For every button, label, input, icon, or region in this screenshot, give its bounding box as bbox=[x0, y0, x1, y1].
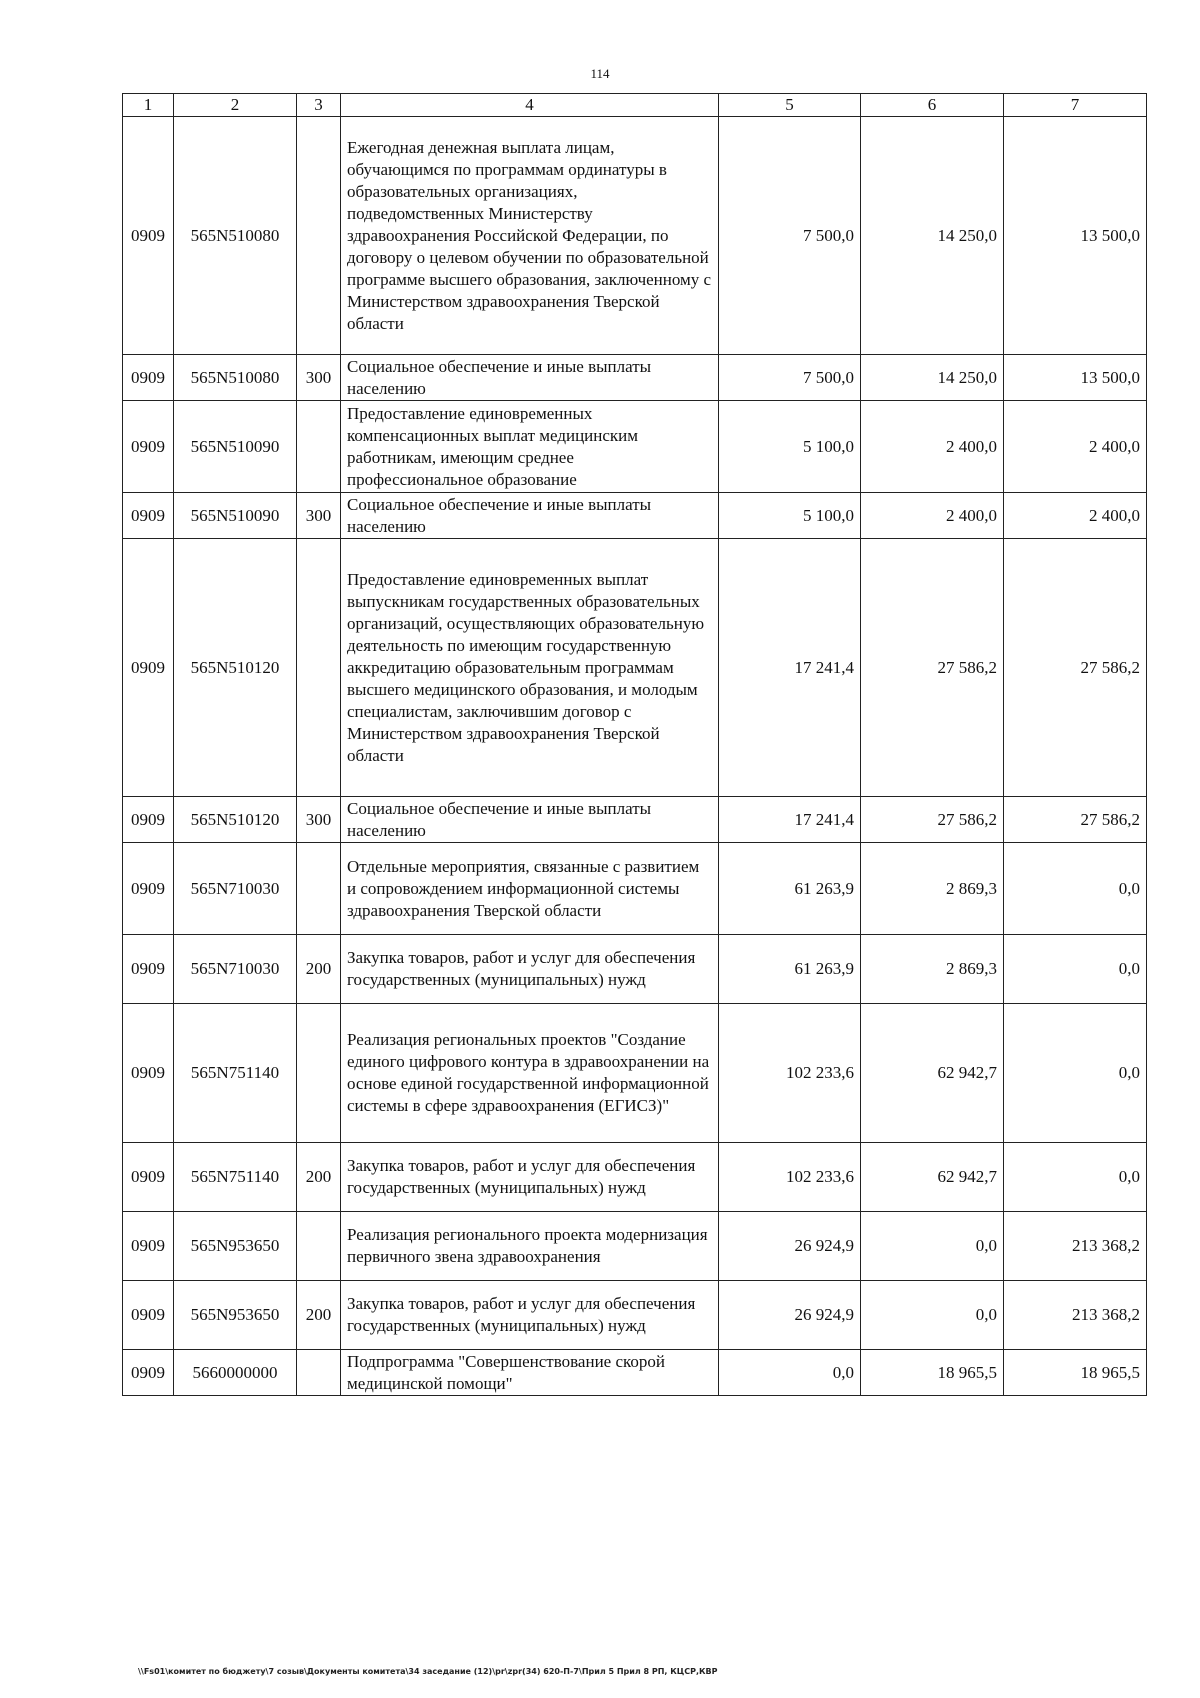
table-row bbox=[123, 493, 1147, 539]
value-cell-7: 18 965,5 bbox=[1004, 1350, 1147, 1396]
header-row bbox=[123, 94, 1147, 117]
value-cell-5: 5 100,0 bbox=[719, 401, 861, 493]
value-cell-7: 213 368,2 bbox=[1004, 1212, 1147, 1281]
name-cell: Ежегодная денежная выплата лицам, обучающимся по программам ординатуры в образовательных организациях, подведомственных Министерству здравоохранения Российской Федерации, по договору о целевом обучении по образовательной программе высшего образования, заключенному с Министерством здравоохранения Тверской области bbox=[341, 117, 719, 355]
target-code-cell: 565N510090 bbox=[174, 493, 297, 539]
value-cell-5: 61 263,9 bbox=[719, 935, 861, 1004]
section-cell: 0909 bbox=[123, 843, 174, 935]
expense-type-cell bbox=[297, 1212, 341, 1281]
file-path-footer: \\Fs01\комитет по бюджету\7 созыв\Документы комитета\34 заседание (12)\pr\zpr(34) 620-П-7\Прил 5 Прил 8 РП, КЦСР,КВР bbox=[138, 1667, 718, 1676]
table-row bbox=[123, 843, 1147, 935]
value-cell-5: 7 500,0 bbox=[719, 355, 861, 401]
expense-type-cell bbox=[297, 1350, 341, 1396]
value-cell-6: 27 586,2 bbox=[861, 539, 1004, 797]
target-code-cell: 565N953650 bbox=[174, 1212, 297, 1281]
header-col-7: 7 bbox=[1004, 94, 1147, 117]
header-col-4: 4 bbox=[341, 94, 719, 117]
header-col-5: 5 bbox=[719, 94, 861, 117]
value-cell-7: 213 368,2 bbox=[1004, 1281, 1147, 1350]
header-col-6: 6 bbox=[861, 94, 1004, 117]
value-cell-6: 2 869,3 bbox=[861, 935, 1004, 1004]
name-cell: Предоставление единовременных выплат выпускникам государственных образовательных организаций, осуществляющих образовательную деятельность по имеющим государственную аккредитацию образовательным программам высшего медицинского образования, и молодым специалистам, заключившим договор с Министерством здравоохранения Тверской области bbox=[341, 539, 719, 797]
section-cell: 0909 bbox=[123, 117, 174, 355]
value-cell-6: 0,0 bbox=[861, 1281, 1004, 1350]
value-cell-7: 27 586,2 bbox=[1004, 797, 1147, 843]
expense-type-cell: 300 bbox=[297, 797, 341, 843]
value-cell-7: 2 400,0 bbox=[1004, 401, 1147, 493]
name-cell: Социальное обеспечение и иные выплаты населению bbox=[341, 797, 719, 843]
table-row bbox=[123, 797, 1147, 843]
table-row bbox=[123, 1143, 1147, 1212]
value-cell-6: 14 250,0 bbox=[861, 117, 1004, 355]
value-cell-5: 0,0 bbox=[719, 1350, 861, 1396]
table-row bbox=[123, 539, 1147, 797]
expense-type-cell: 300 bbox=[297, 493, 341, 539]
section-cell: 0909 bbox=[123, 1143, 174, 1212]
value-cell-6: 0,0 bbox=[861, 1212, 1004, 1281]
target-code-cell: 565N510120 bbox=[174, 797, 297, 843]
value-cell-5: 17 241,4 bbox=[719, 797, 861, 843]
value-cell-7: 2 400,0 bbox=[1004, 493, 1147, 539]
section-cell: 0909 bbox=[123, 493, 174, 539]
section-cell: 0909 bbox=[123, 1281, 174, 1350]
value-cell-6: 62 942,7 bbox=[861, 1143, 1004, 1212]
section-cell: 0909 bbox=[123, 935, 174, 1004]
target-code-cell: 565N510090 bbox=[174, 401, 297, 493]
value-cell-5: 102 233,6 bbox=[719, 1004, 861, 1143]
name-cell: Закупка товаров, работ и услуг для обеспечения государственных (муниципальных) нужд bbox=[341, 935, 719, 1004]
section-cell: 0909 bbox=[123, 355, 174, 401]
name-cell: Социальное обеспечение и иные выплаты населению bbox=[341, 493, 719, 539]
value-cell-6: 2 400,0 bbox=[861, 401, 1004, 493]
section-cell: 0909 bbox=[123, 539, 174, 797]
target-code-cell: 565N510120 bbox=[174, 539, 297, 797]
header-col-3: 3 bbox=[297, 94, 341, 117]
table-row bbox=[123, 1004, 1147, 1143]
table-row bbox=[123, 935, 1147, 1004]
name-cell: Реализация региональных проектов "Создание единого цифрового контура в здравоохранении на основе единой государственной информационной системы в сфере здравоохранения (ЕГИСЗ)" bbox=[341, 1004, 719, 1143]
value-cell-5: 61 263,9 bbox=[719, 843, 861, 935]
expense-type-cell bbox=[297, 539, 341, 797]
value-cell-6: 2 869,3 bbox=[861, 843, 1004, 935]
page-number: 114 bbox=[590, 66, 610, 81]
expense-type-cell: 200 bbox=[297, 1281, 341, 1350]
section-cell: 0909 bbox=[123, 1350, 174, 1396]
budget-table bbox=[122, 93, 1147, 1396]
section-cell: 0909 bbox=[123, 797, 174, 843]
value-cell-5: 26 924,9 bbox=[719, 1281, 861, 1350]
target-code-cell: 565N710030 bbox=[174, 935, 297, 1004]
expense-type-cell: 300 bbox=[297, 355, 341, 401]
value-cell-7: 0,0 bbox=[1004, 1143, 1147, 1212]
value-cell-7: 0,0 bbox=[1004, 935, 1147, 1004]
value-cell-6: 14 250,0 bbox=[861, 355, 1004, 401]
header-col-1: 1 bbox=[123, 94, 174, 117]
value-cell-7: 13 500,0 bbox=[1004, 117, 1147, 355]
section-cell: 0909 bbox=[123, 401, 174, 493]
name-cell: Закупка товаров, работ и услуг для обеспечения государственных (муниципальных) нужд bbox=[341, 1143, 719, 1212]
target-code-cell: 565N751140 bbox=[174, 1004, 297, 1143]
target-code-cell: 565N510080 bbox=[174, 355, 297, 401]
name-cell: Социальное обеспечение и иные выплаты населению bbox=[341, 355, 719, 401]
value-cell-5: 26 924,9 bbox=[719, 1212, 861, 1281]
value-cell-5: 5 100,0 bbox=[719, 493, 861, 539]
target-code-cell: 565N710030 bbox=[174, 843, 297, 935]
name-cell: Отдельные мероприятия, связанные с развитием и сопровождением информационной системы здравоохранения Тверской области bbox=[341, 843, 719, 935]
table-row bbox=[123, 1281, 1147, 1350]
value-cell-7: 27 586,2 bbox=[1004, 539, 1147, 797]
value-cell-5: 17 241,4 bbox=[719, 539, 861, 797]
target-code-cell: 565N510080 bbox=[174, 117, 297, 355]
name-cell: Предоставление единовременных компенсационных выплат медицинским работникам, имеющим среднее профессиональное образование bbox=[341, 401, 719, 493]
section-cell: 0909 bbox=[123, 1212, 174, 1281]
expense-type-cell bbox=[297, 117, 341, 355]
table-row bbox=[123, 401, 1147, 493]
value-cell-5: 7 500,0 bbox=[719, 117, 861, 355]
value-cell-6: 27 586,2 bbox=[861, 797, 1004, 843]
name-cell: Реализация регионального проекта модернизация первичного звена здравоохранения bbox=[341, 1212, 719, 1281]
target-code-cell: 5660000000 bbox=[174, 1350, 297, 1396]
expense-type-cell: 200 bbox=[297, 935, 341, 1004]
table-row bbox=[123, 117, 1147, 355]
target-code-cell: 565N751140 bbox=[174, 1143, 297, 1212]
name-cell: Закупка товаров, работ и услуг для обеспечения государственных (муниципальных) нужд bbox=[341, 1281, 719, 1350]
section-cell: 0909 bbox=[123, 1004, 174, 1143]
target-code-cell: 565N953650 bbox=[174, 1281, 297, 1350]
table-row bbox=[123, 1212, 1147, 1281]
table-row bbox=[123, 1350, 1147, 1396]
header-col-2: 2 bbox=[174, 94, 297, 117]
expense-type-cell: 200 bbox=[297, 1143, 341, 1212]
value-cell-6: 2 400,0 bbox=[861, 493, 1004, 539]
name-cell: Подпрограмма "Совершенствование скорой медицинской помощи" bbox=[341, 1350, 719, 1396]
value-cell-6: 62 942,7 bbox=[861, 1004, 1004, 1143]
value-cell-7: 0,0 bbox=[1004, 1004, 1147, 1143]
expense-type-cell bbox=[297, 401, 341, 493]
value-cell-7: 13 500,0 bbox=[1004, 355, 1147, 401]
expense-type-cell bbox=[297, 843, 341, 935]
value-cell-7: 0,0 bbox=[1004, 843, 1147, 935]
value-cell-5: 102 233,6 bbox=[719, 1143, 861, 1212]
expense-type-cell bbox=[297, 1004, 341, 1143]
value-cell-6: 18 965,5 bbox=[861, 1350, 1004, 1396]
table-row bbox=[123, 355, 1147, 401]
